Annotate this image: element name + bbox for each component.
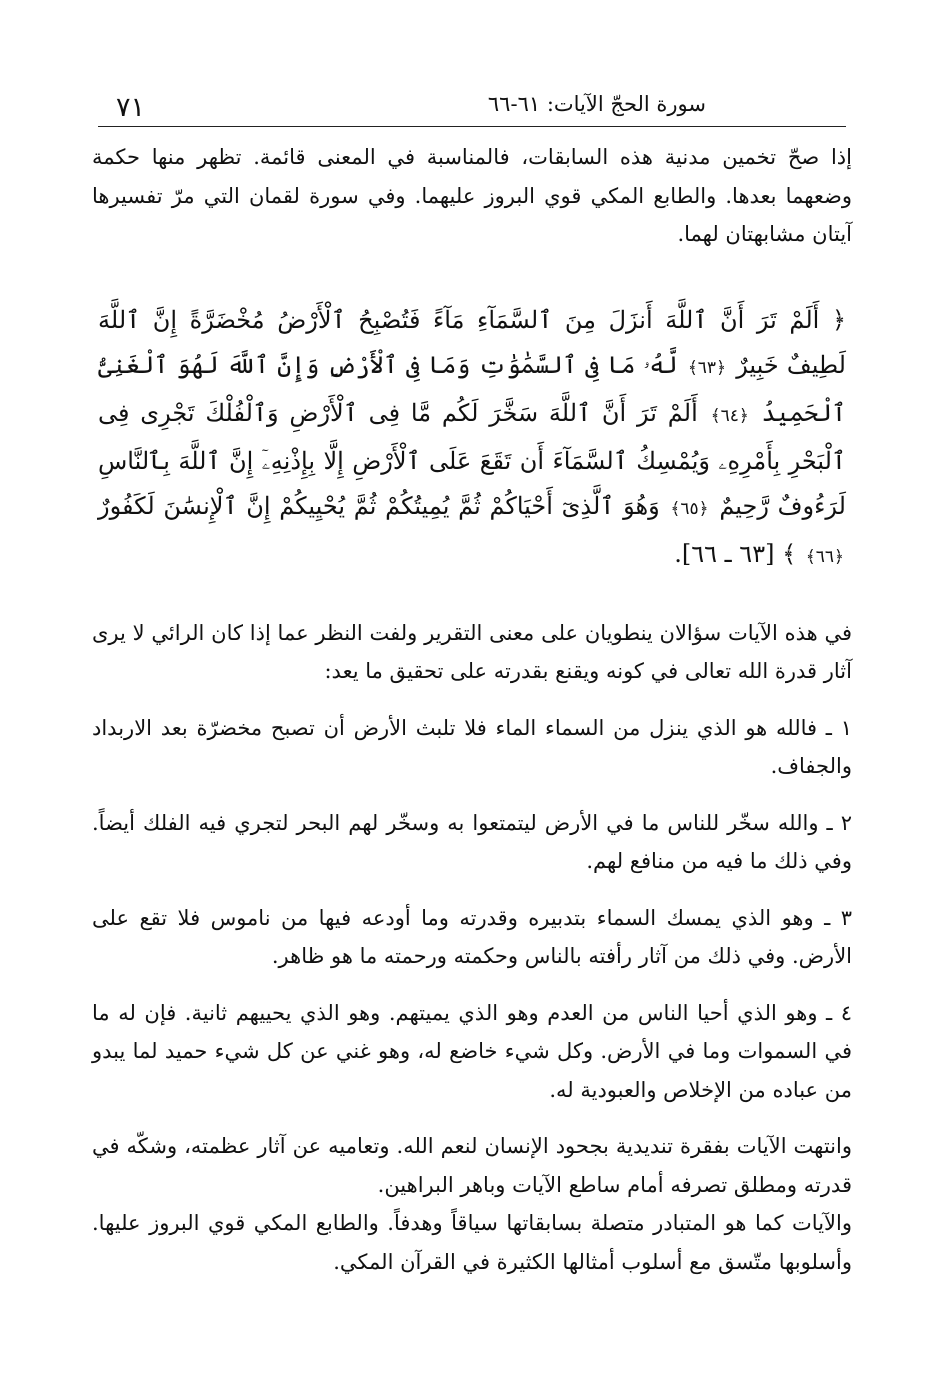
point-1: ١ ـ فالله هو الذي ينزل من السماء الماء فلا تلبث الأرض أن تصبح مخضرّة بعد الاربداد والجفاف. — [92, 715, 852, 778]
paragraph-spacer — [92, 1109, 852, 1127]
point-3: ٣ ـ وهو الذي يمسك السماء بتدبيره وقدرته وما أودعه فيها من ناموس فلا تقع على الأرض. وفي ذلك من آثار رأفته بالناس وحكمته ورحمته ما هو ظاهر. — [92, 905, 852, 968]
paragraph-spacer — [92, 881, 852, 899]
page-number: ٧١ — [116, 92, 146, 123]
verse-64-marker: ﴿٦٤﴾ — [710, 405, 749, 426]
paragraph-spacer — [92, 786, 852, 804]
point-4: ٤ ـ وهو الذي أحيا الناس من العدم وهو الذي يميتهم. وهو الذي يحييهم ثانية. فإن له ما في السموات وما في الأرض. وكل شيء خاضع له، وهو غني عن كل شيء حميد لما يبدو من عباده من الإخلاص والعبودية له. — [92, 1000, 852, 1102]
quran-verses — [98, 298, 846, 580]
paragraph-spacer — [92, 976, 852, 994]
commentary-intro: في هذه الآيات سؤالان ينطويان على معنى التقرير ولفت النظر عما إذا كان الرائي لا يرى آثار قدرة الله تعالى في كونه ويقنع بقدرته على تحقيق ما يعد: — [92, 620, 852, 683]
verse-66-marker: ﴿٦٦﴾ — [805, 546, 844, 567]
page-body — [92, 138, 852, 1281]
verse-reference: [٦٣ ـ ٦٦]. — [674, 539, 775, 568]
commentary — [92, 614, 852, 1282]
verse-63-marker: ﴿٦٣﴾ — [687, 357, 727, 378]
quran-close-bracket: ﴾ — [782, 539, 797, 568]
paragraph-spacer — [92, 691, 852, 709]
verse-63-text: أَلَمْ تَرَ أَنَّ ٱللَّهَ أَنزَلَ مِنَ ٱلسَّمَآءِ مَآءً فَتُصْبِحُ ٱلْأَرْضُ مُخْضَرَّةً إِنَّ ٱللَّهَ لَطِيفٌ خَبِيرٌ — [98, 305, 846, 379]
verse-66-text: وَهُوَ ٱلَّذِىٓ أَحْيَاكُمْ ثُمَّ يُمِيتُكُمْ ثُمَّ يُحْيِيكُمْ إِنَّ ٱلْإِنسَٰنَ لَكَفُورٌ — [98, 491, 660, 520]
closing-paragraph-2: والآيات كما هو المتبادر متصلة بسابقاتها سياقاً وهدفاً. والطابع المكي قوي البروز عليها. وأسلوبها متّسق مع أسلوب أمثالها الكثيرة في القرآن المكي. — [92, 1211, 852, 1274]
verse-65-marker: ﴿٦٥﴾ — [670, 498, 709, 519]
verse-65-text: أَلَمْ تَرَ أَنَّ ٱللَّهَ سَخَّرَ لَكُم مَّا فِى ٱلْأَرْضِ وَٱلْفُلْكَ تَجْرِى فِى ٱلْبَحْرِ بِأَمْرِهِۦ وَيُمْسِكُ ٱلسَّمَآءَ أَن تَقَعَ عَلَى ٱلْأَرْضِ إِلَّا بِإِذْنِهِۦٓ إِنَّ ٱللَّهَ بِٱلنَّاسِ لَرَءُوفٌ رَّحِيمٌ — [98, 398, 846, 520]
intro-paragraph: إذا صحّ تخمين مدنية هذه السابقات، فالمناسبة في المعنى قائمة. تظهر منها حكمة وضعهما بعدها. والطابع المكي قوي البروز عليهما. وفي سورة لقمان التي مرّ تفسيرها آيتان مشابهتان لهما. — [92, 145, 852, 246]
quran-open-bracket: ﴿ — [831, 305, 846, 334]
page-header — [98, 86, 846, 127]
closing-paragraph-1: وانتهت الآيات بفقرة تنديدية بجحود الإنسان لنعم الله. وتعاميه عن آثار عظمته، وشكّه في قدرته ومطلق تصرفه أمام ساطع الآيات وباهر البراهين. — [92, 1134, 852, 1197]
point-2: ٢ ـ والله سخّر للناس ما في الأرض ليتمتعوا به وسخّر لهم البحر لتجري فيه الفلك أيضاً. وفي ذلك ما فيه من منافع لهم. — [92, 810, 852, 873]
verse-64-text: لَّهُۥ مَا فِى ٱلسَّمَٰوَٰتِ وَمَا فِى ٱلْأَرْضِ وَإِنَّ ٱللَّهَ لَهُوَ ٱلْغَنِىُّ ٱلْحَمِيدُ — [98, 350, 846, 427]
running-title: سورة الحجّ الآيات: ٦١-٦٦ — [487, 92, 706, 116]
